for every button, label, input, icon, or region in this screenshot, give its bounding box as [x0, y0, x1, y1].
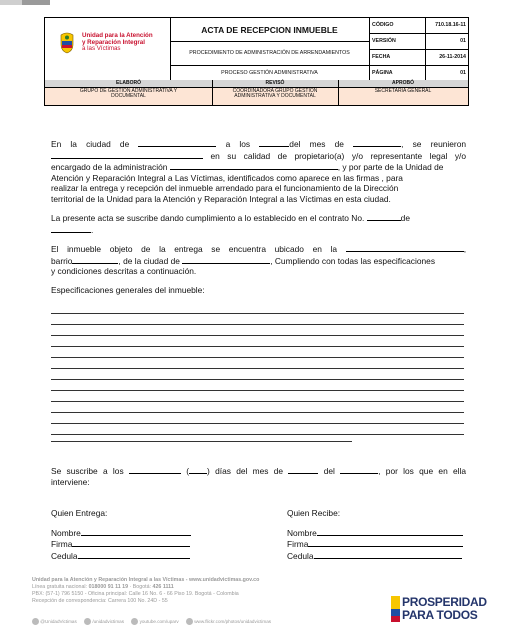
youtube-icon: [131, 618, 138, 625]
flickr-icon: [186, 618, 193, 625]
codigo-label: CÓDIGO: [372, 22, 394, 28]
twitter-icon: [32, 618, 39, 625]
reviso-value: COORDINADORA GRUPO GESTIÓN ADMINISTRATIVA Y DOCUMENTAL: [232, 88, 318, 99]
aprobo-value: SECRETARÍA GENERAL: [374, 88, 432, 94]
aprobo-label: APROBÓ: [392, 80, 414, 86]
elaboro-value: GRUPO DE GESTION ADMINISTRATIVA Y DOCUMENTAL: [79, 88, 178, 99]
twitter-link[interactable]: @UnidadVictimas: [40, 619, 77, 624]
document-header-table: [44, 17, 469, 82]
approval-table: [44, 80, 469, 106]
fecha-value: 26-11-2014: [439, 54, 466, 60]
recibe-title: Quien Recibe:: [287, 508, 341, 518]
reviso-label: REVISÓ: [265, 80, 285, 86]
brand-flag-mark: [391, 596, 400, 622]
page-fold-mark: [0, 0, 22, 5]
codigo-value: 710.18.16-11: [435, 22, 466, 28]
fecha-label: FECHA: [372, 54, 391, 60]
version-value: 01: [460, 38, 466, 44]
paragraph-contract: La presente acta se suscribe dando cumplimiento a lo establecido en el contrato No. de .: [51, 213, 410, 235]
footer-social-links: [32, 618, 372, 625]
flickr-link[interactable]: www.flickr.com/photos/unidadvictimas: [194, 619, 272, 624]
pagina-value: 01: [460, 70, 466, 76]
signature-block-recibe: Quien Recibe: Nombre Firma Cedula: [287, 508, 467, 561]
paragraph-meeting: En la ciudad de a los del mes de , se reunieron en su calidad de propietario(a) y/o representante legal y/o encargado de la administración , y por parte de la Unidad de Atención y Reparación Integral a Las Víctimas, identificados como aparece en las firmas , para realizar la entrega y recepción del inmueble arrendado para el funcionamiento de la Dirección territorial de la Unidad para la Atención y Reparación Integral a las Víctimas en esta ciudad.: [51, 139, 467, 204]
signature-block-entrega: Quien Entrega: Nombre Firma Cedula: [51, 508, 201, 561]
pagina-label: PÁGINA: [372, 70, 393, 76]
youtube-link[interactable]: youtube.com/uparv: [139, 619, 179, 624]
document-title: ACTA DE RECEPCION INMUEBLE: [201, 25, 338, 35]
paragraph-signing: Se suscribe a los ( ) días del mes de del , por los que en ella interviene:: [51, 466, 467, 487]
version-label: VERSIÓN: [372, 38, 396, 44]
specifications-title: Especificaciones generales del inmueble:: [51, 285, 205, 295]
entrega-title: Quien Entrega:: [51, 508, 108, 518]
facebook-link[interactable]: /unidadvictimas: [92, 619, 125, 624]
coat-of-arms-logo: [59, 32, 75, 59]
paragraph-location: El inmueble objeto de la entrega se encuentra ubicado en la , barrio , de la ciudad de , Cumpliendo con todas las especificaciones y condiciones descritas a continuación.: [51, 244, 467, 277]
elaboro-label: ELABORÓ: [116, 80, 141, 86]
page-fold-mark: [22, 0, 50, 5]
facebook-icon: [84, 618, 91, 625]
footer-contact: Unidad para la Atención y Reparación Integral a las Víctimas - www.unidadvictimas.gov.co Línea gratuita nacional: 018000 91 11 19 · Bogotá: 426 1111 PBX: (57-1) 796 5150 - Oficina principal: Calle 16 No. 6 - 66 Piso 19. Bogotá - Colombia Recepción de correspondencia: Carrera 100 No. 24D - 55: [32, 577, 260, 604]
process-name: PROCESO GESTIÓN ADMINISTRATIVA: [221, 70, 318, 76]
org-name-logo: Unidad para la Atención y Reparación Integral a las Víctimas: [82, 32, 153, 52]
procedure-name: PROCEDIMIENTO DE ADMINISTRACIÓN DE ARRENDAMIENTOS: [189, 50, 350, 56]
